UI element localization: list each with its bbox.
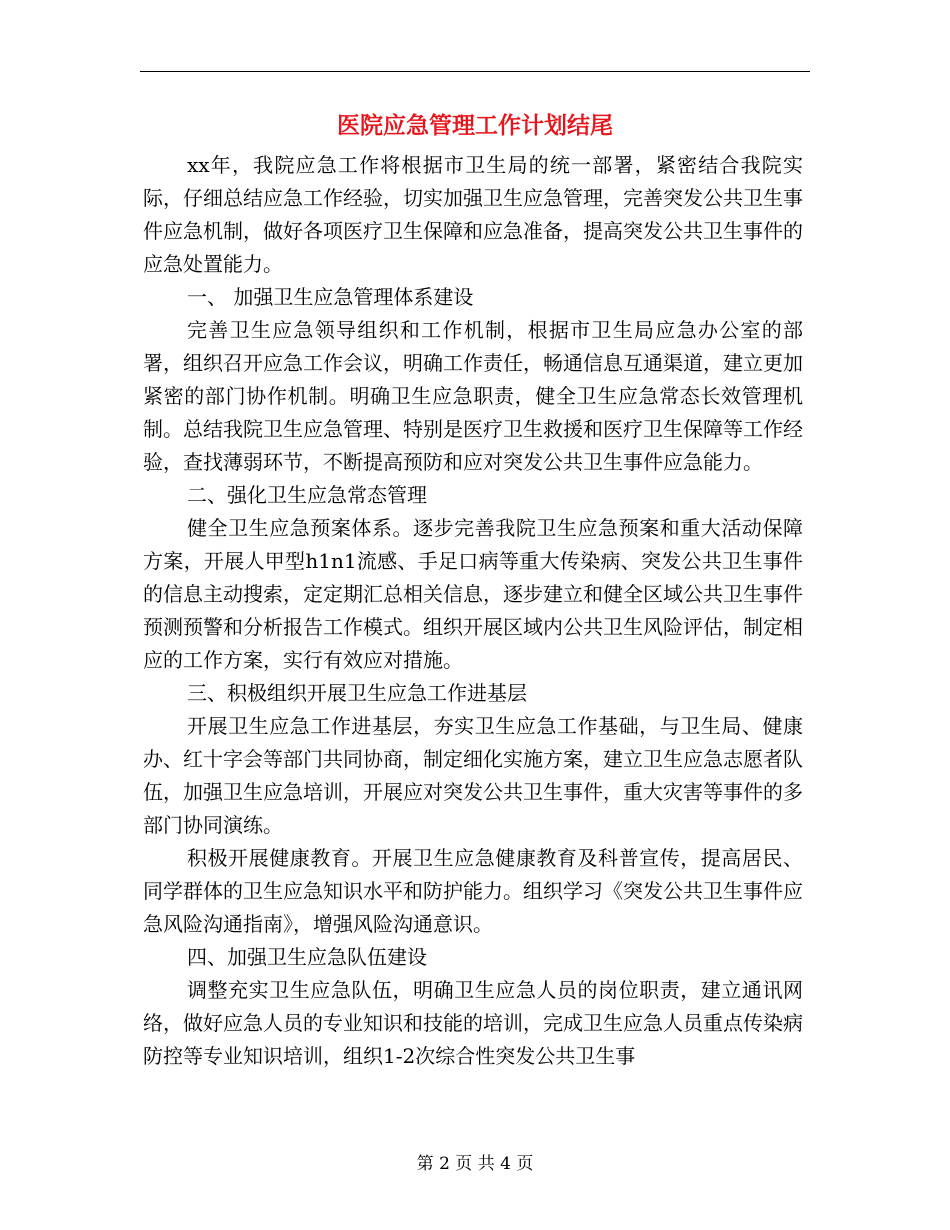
section-heading-1: 一、 加强卫生应急管理体系建设 [187, 285, 474, 309]
paragraph-section-1: 完善卫生应急领导组织和工作机制，根据市卫生局应急办公室的部署，组织召开应急工作会议，明确工作责任，畅通信息互通渠道，建立更加紧密的部门协作机制。明确卫生应急职责，健全卫生应急常态长效管理机制。总结我院卫生应急管理、特别是医疗卫生救援和医疗卫生保障等工作经验，查找薄弱环节，不断提高预防和应对突发公共卫生事件应急能力。 [143, 318, 803, 474]
page-footer: 第 2 页 共 4 页 [416, 1154, 534, 1174]
document-title: 医院应急管理工作计划结尾 [337, 112, 613, 139]
paragraph-intro: xx年，我院应急工作将根据市卫生局的统一部署，紧密结合我院实际，仔细总结应急工作经验，切实加强卫生应急管理，完善突发公共卫生事件应急机制，做好各项医疗卫生保障和应急准备，提高突发公共卫生事件的应急处置能力。 [143, 153, 803, 276]
section-heading-2: 二、强化卫生应急常态管理 [187, 483, 427, 507]
header-rule [140, 71, 810, 72]
paragraph-section-3a: 开展卫生应急工作进基层，夯实卫生应急工作基础，与卫生局、健康办、红十字会等部门共同协商，制定细化实施方案，建立卫生应急志愿者队伍，加强卫生应急培训，开展应对突发公共卫生事件，重大灾害等事件的多部门协同演练。 [143, 714, 803, 837]
paragraph-section-3b: 积极开展健康教育。开展卫生应急健康教育及科普宣传，提高居民、同学群体的卫生应急知识水平和防护能力。组织学习《突发公共卫生事件应急风险沟通指南》，增强风险沟通意识。 [143, 846, 803, 936]
document-body [143, 149, 803, 1073]
paragraph-section-4: 调整充实卫生应急队伍，明确卫生应急人员的岗位职责，建立通讯网络，做好应急人员的专业知识和技能的培训，完成卫生应急人员重点传染病防控等专业知识培训，组织1-2次综合性突发公共卫生事 [143, 978, 803, 1068]
section-heading-4: 四、加强卫生应急队伍建设 [187, 945, 427, 969]
section-heading-3: 三、积极组织开展卫生应急工作进基层 [187, 681, 527, 705]
paragraph-section-2: 健全卫生应急预案体系。逐步完善我院卫生应急预案和重大活动保障方案，开展人甲型h1n1流感、手足口病等重大传染病、突发公共卫生事件的信息主动搜索，定定期汇总相关信息，逐步建立和健全区域公共卫生事件预测预警和分析报告工作模式。组织开展区域内公共卫生风险评估，制定相应的工作方案，实行有效应对措施。 [143, 516, 803, 672]
